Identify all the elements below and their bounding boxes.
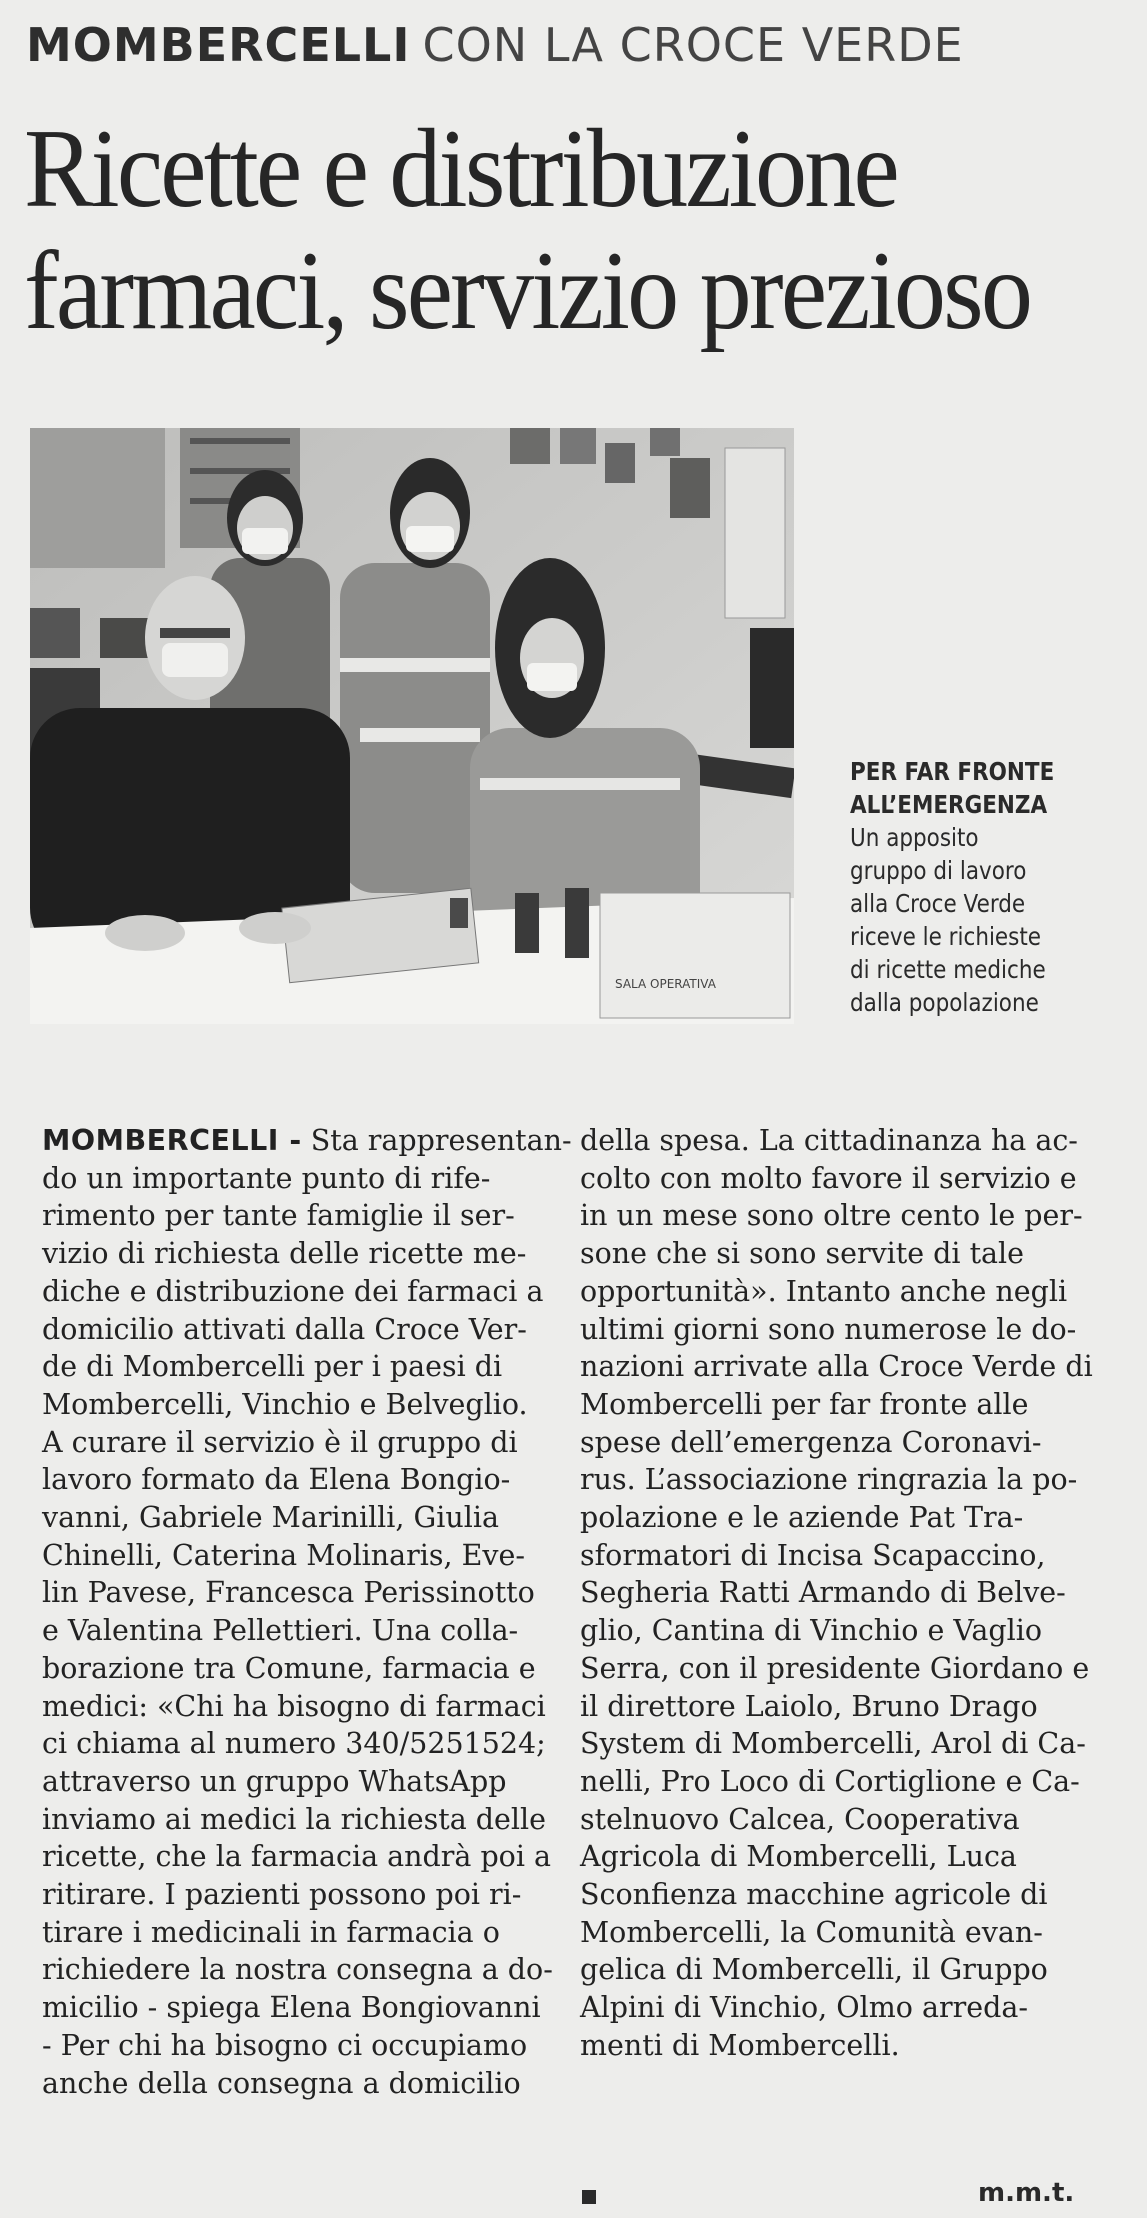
body-line: richiedere la nostra consegna a do- [42,1953,553,1987]
caption-title-2: ALL’EMERGENZA [850,790,1048,819]
photo-illustration [30,428,794,1024]
headline-line-1: Ricette e distribuzione [24,107,897,231]
body-line: inviamo ai medici la richiesta delle [42,1802,547,1836]
body-line: sformatori di Incisa Scapaccino, [580,1538,1046,1572]
body-line: e Valentina Pellettieri. Una colla- [42,1614,519,1648]
body-line: System di Mombercelli, Arol di Ca- [580,1727,1086,1761]
photo-caption [850,755,1099,1019]
body-line: tirare i medicinali in farmacia o [42,1915,500,1949]
body-line [42,1122,572,1160]
body-line: diche e distribuzione dei farmaci a [42,1274,544,1308]
body-line: lin Pavese, Francesca Perissinotto [42,1576,535,1610]
article-dateline: MOMBERCELLI - [42,1124,302,1157]
body-line: Chinelli, Caterina Molinaris, Eve- [42,1538,526,1572]
caption-line: dalla popolazione [850,988,1039,1017]
body-line: Mombercelli, Vinchio e Belveglio. [42,1387,528,1421]
body-line: A curare il servizio è il gruppo di [42,1425,518,1459]
caption-line: Un apposito [850,823,979,852]
body-line: della spesa. La cittadinanza ha ac- [580,1124,1078,1157]
body-line: polazione e le aziende Pat Tra- [580,1501,1024,1535]
kicker-subject: CON LA CROCE VERDE [422,18,964,72]
body-line: spese dell’emergenza Coronavi- [580,1425,1042,1459]
caption-line: gruppo di lavoro [850,856,1027,885]
body-line: vizio di richiesta delle ricette me- [42,1237,527,1271]
body-line: nelli, Pro Loco di Cortiglione e Ca- [580,1764,1080,1798]
body-line: domicilio attivati dalla Croce Ver- [42,1312,527,1346]
body-line: in un mese sono oltre cento le per- [580,1199,1083,1233]
body-line: vanni, Gabriele Marinilli, Giulia [42,1501,499,1535]
body-line: rus. L’associazione ringrazia la po- [580,1463,1078,1497]
body-line: ci chiama al numero 340/5251524; [42,1727,546,1761]
caption-line: riceve le richieste [850,922,1042,951]
body-line: Serra, con il presidente Giordano e [580,1651,1090,1685]
article-photo [30,428,794,1024]
body-line: opportunità». Intanto anche negli [580,1274,1068,1308]
kicker-place: MOMBERCELLI [26,18,411,72]
body-line: borazione tra Comune, farmacia e [42,1651,536,1685]
body-line: medici: «Chi ha bisogno di farmaci [42,1689,546,1723]
body-line: glio, Cantina di Vinchio e Vaglio [580,1614,1043,1648]
body-line: ritirare. I pazienti possono poi ri- [42,1878,522,1912]
body-line: Sconfienza macchine agricole di [580,1878,1048,1912]
body-line: sone che si sono servite di tale [580,1237,1025,1271]
body-line: anche della consegna a domicilio [42,2066,521,2100]
body-line: micilio - spiega Elena Bongiovanni [42,1991,541,2025]
body-line: ultimi giorni sono numerose le do- [580,1312,1077,1346]
body-line: Mombercelli per far fronte alle [580,1387,1029,1421]
body-line: stelnuovo Calcea, Cooperativa [580,1802,1020,1836]
photo-sign-text: SALA OPERATIVA [615,977,716,991]
article-column-right [580,1122,1093,2065]
body-line: Agricola di Mombercelli, Luca [580,1840,1017,1874]
article-headline [24,108,1047,352]
body-line: Alpini di Vinchio, Olmo arreda- [580,1991,1028,2025]
body-line: Segheria Ratti Armando di Belve- [580,1576,1066,1610]
body-line: attraverso un gruppo WhatsApp [42,1764,507,1798]
article-column-left [42,1122,572,2102]
caption-line: di ricette mediche [850,955,1046,984]
body-line: rimento per tante famiglie il ser- [42,1199,515,1233]
body-line: nazioni arrivate alla Croce Verde di [580,1350,1093,1384]
body-line: il direttore Laiolo, Bruno Drago [580,1689,1038,1723]
body-line-text: Sta rappresentan- [301,1124,572,1157]
section-kicker [26,18,964,72]
body-line: menti di Mombercelli. [580,2028,900,2062]
caption-line: alla Croce Verde [850,889,1026,918]
caption-title-1: PER FAR FRONTE [850,757,1055,786]
body-line: ricette, che la farmacia andrà poi a [42,1840,552,1874]
body-line: de di Mombercelli per i paesi di [42,1350,503,1384]
body-line: gelica di Mombercelli, il Gruppo [580,1953,1048,1987]
article-end-mark [582,2190,596,2204]
body-line: lavoro formato da Elena Bongio- [42,1463,511,1497]
body-line: colto con molto favore il servizio e [580,1161,1077,1195]
body-line: Mombercelli, la Comunità evan- [580,1915,1043,1949]
body-line: - Per chi ha bisogno ci occupiamo [42,2028,528,2062]
body-line: do un importante punto di rife- [42,1161,491,1195]
author-signature: m.m.t. [978,2178,1075,2208]
headline-line-2: farmaci, servizio prezioso [24,229,1031,353]
